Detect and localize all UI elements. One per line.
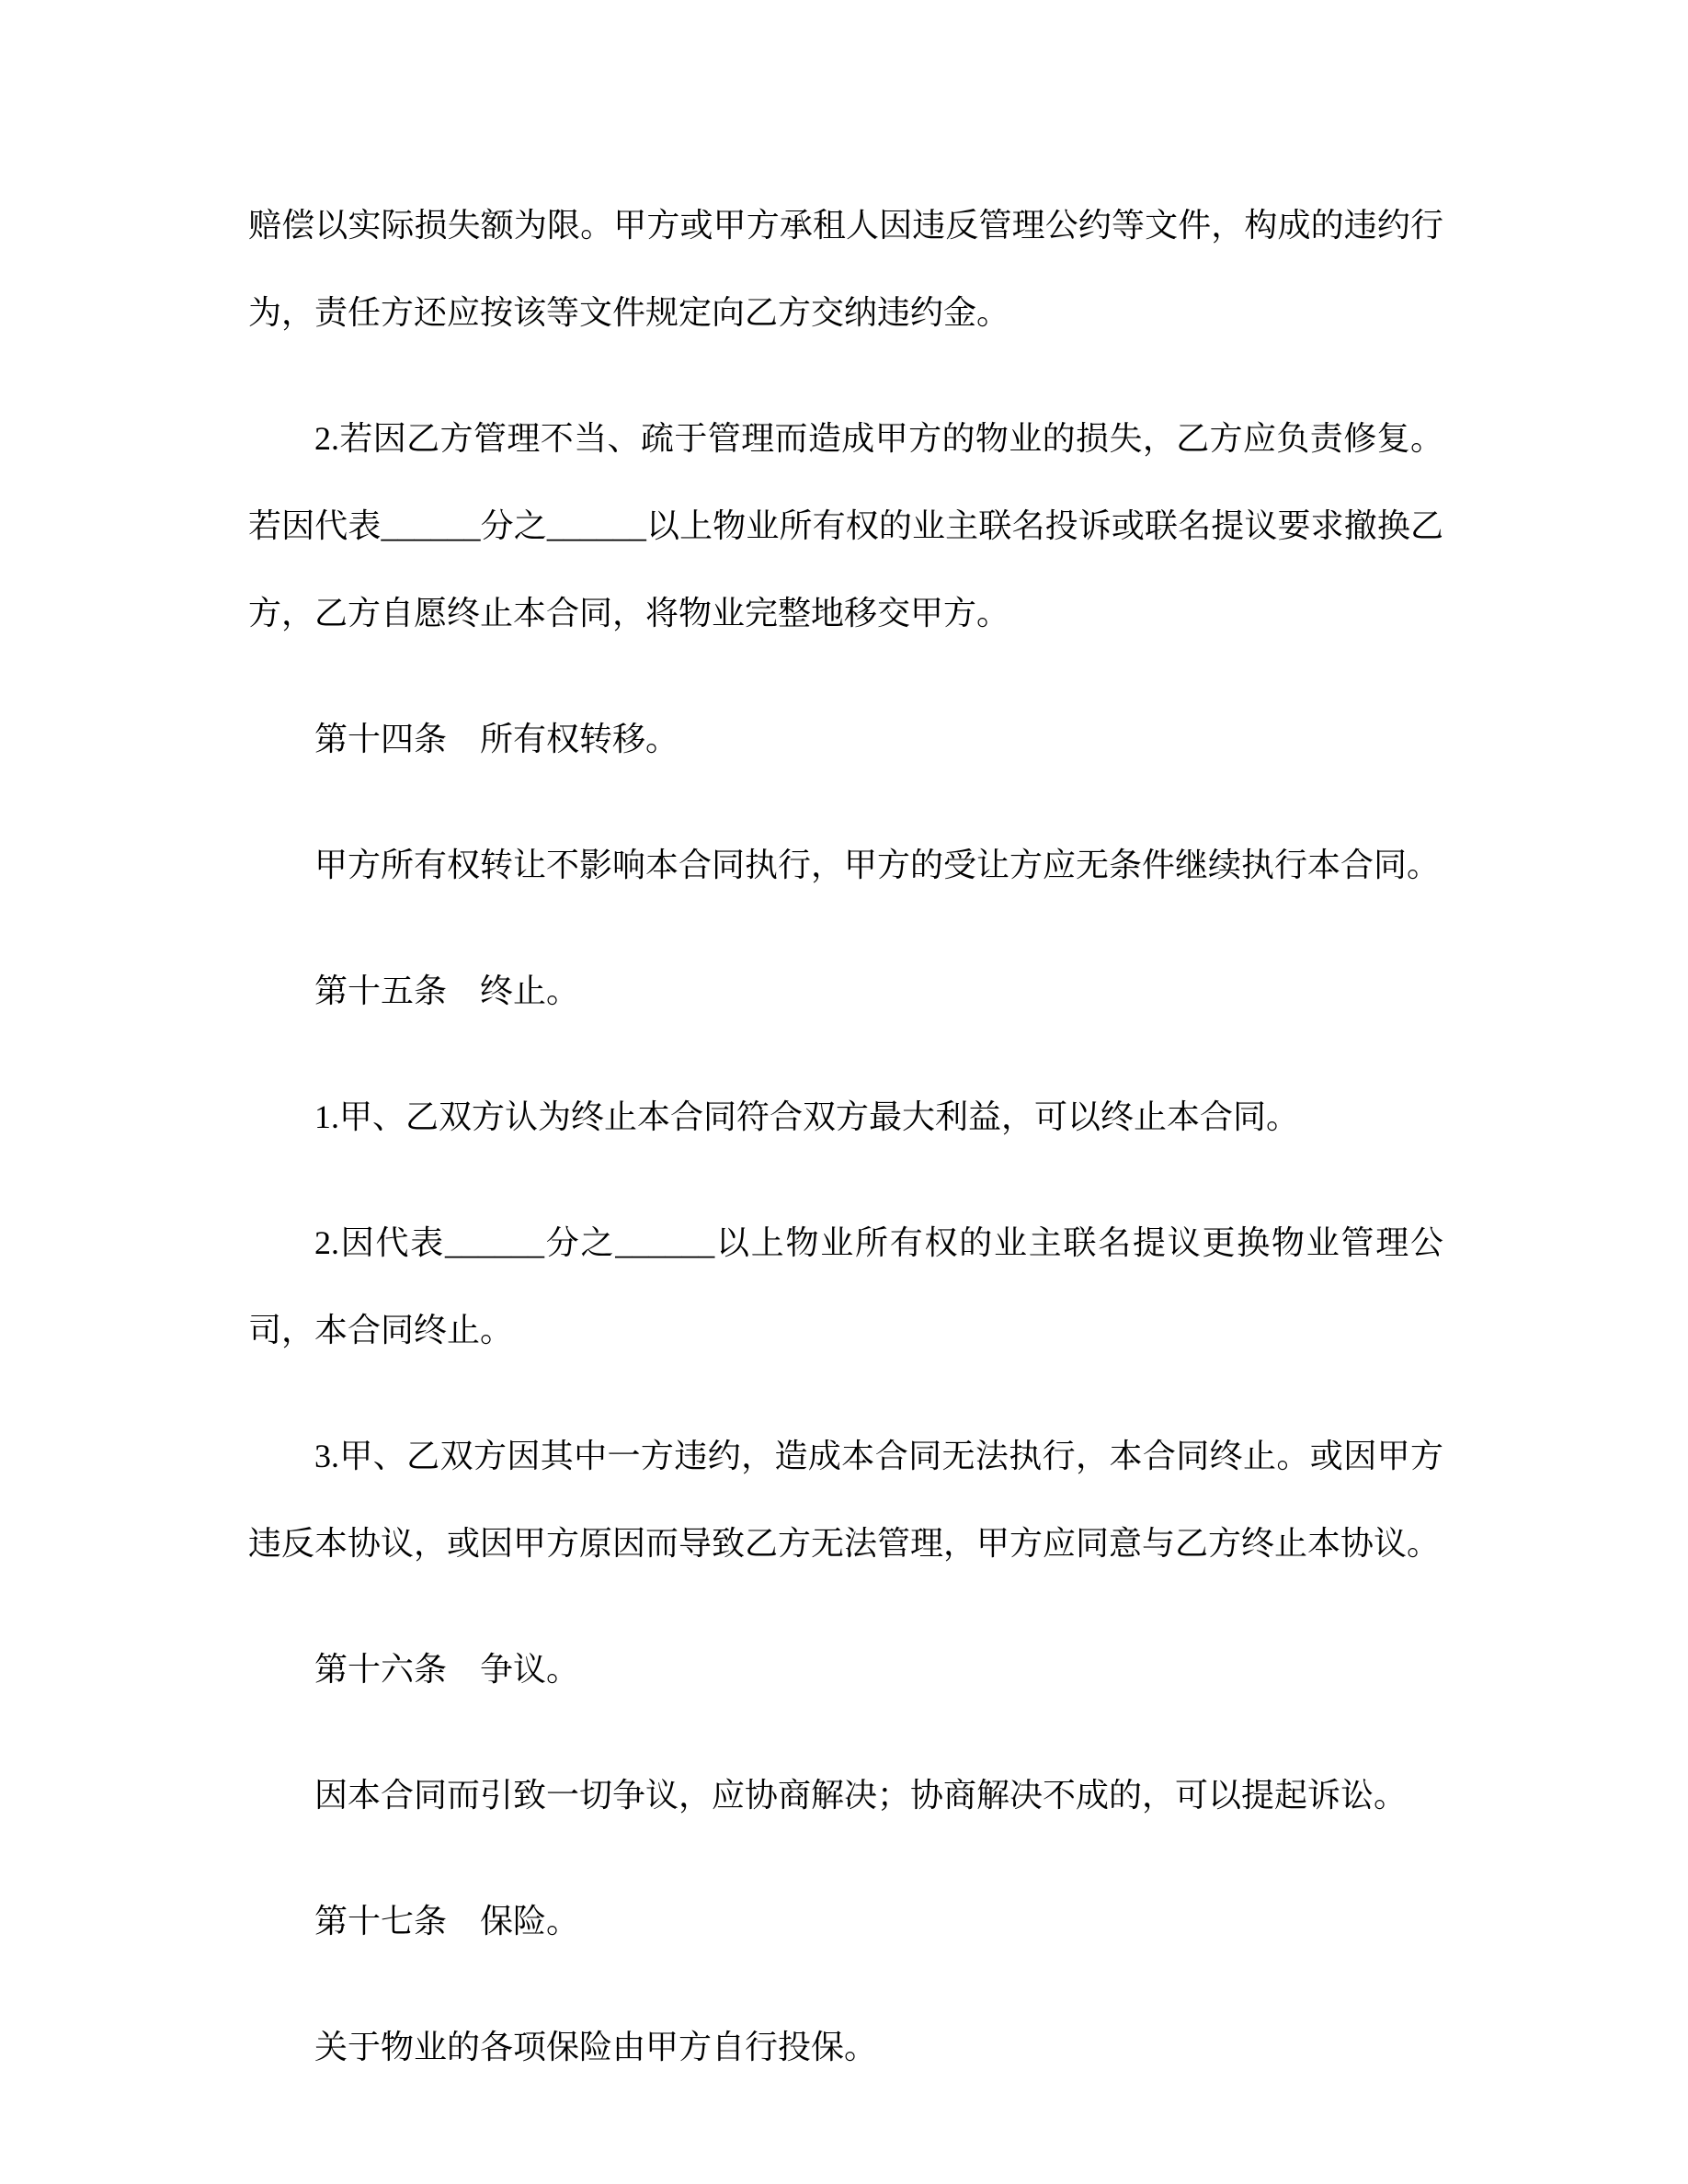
contract-paragraph: 关于物业的各项保险由甲方自行投保。 [314, 2029, 878, 2065]
section-heading-article-15: 第十五条 终止。 [314, 973, 580, 1009]
contract-paragraph: 3.甲、乙双方因其中一方违约，造成本合同无法执行，本合同终止。或因甲方违反本协议，或因甲方原因而导致乙方无法管理，甲方应同意与乙方终止本协议。 [248, 1438, 1443, 1562]
section-heading-article-17: 第十七条 保险。 [314, 1903, 580, 1939]
contract-paragraph: 因本合同而引致一切争议，应协商解决；协商解决不成的，可以提起诉讼。 [314, 1777, 1408, 1814]
contract-paragraph: 甲方所有权转让不影响本合同执行，甲方的受让方应无条件继续执行本合同。 [314, 847, 1441, 883]
contract-paragraph: 2.因代表______分之______以上物业所有权的业主联名提议更换物业管理公司，本合同终止。 [248, 1224, 1443, 1348]
contract-paragraph: 2.若因乙方管理不当、疏于管理而造成甲方的物业的损失，乙方应负责修复。若因代表______分之______以上物业所有权的业主联名投诉或联名提议要求撤换乙方，乙方自愿终止本合同，将物业完整地移交甲方。 [248, 420, 1443, 631]
contract-paragraph: 赔偿以实际损失额为限。甲方或甲方承租人因违反管理公约等文件，构成的违约行为，责任方还应按该等文件规定向乙方交纳违约金。 [248, 207, 1443, 331]
contract-paragraph: 1.甲、乙双方认为终止本合同符合双方最大利益，可以终止本合同。 [314, 1098, 1300, 1135]
section-heading-article-16: 第十六条 争议。 [314, 1651, 580, 1688]
section-heading-article-14: 第十四条 所有权转移。 [314, 721, 679, 757]
